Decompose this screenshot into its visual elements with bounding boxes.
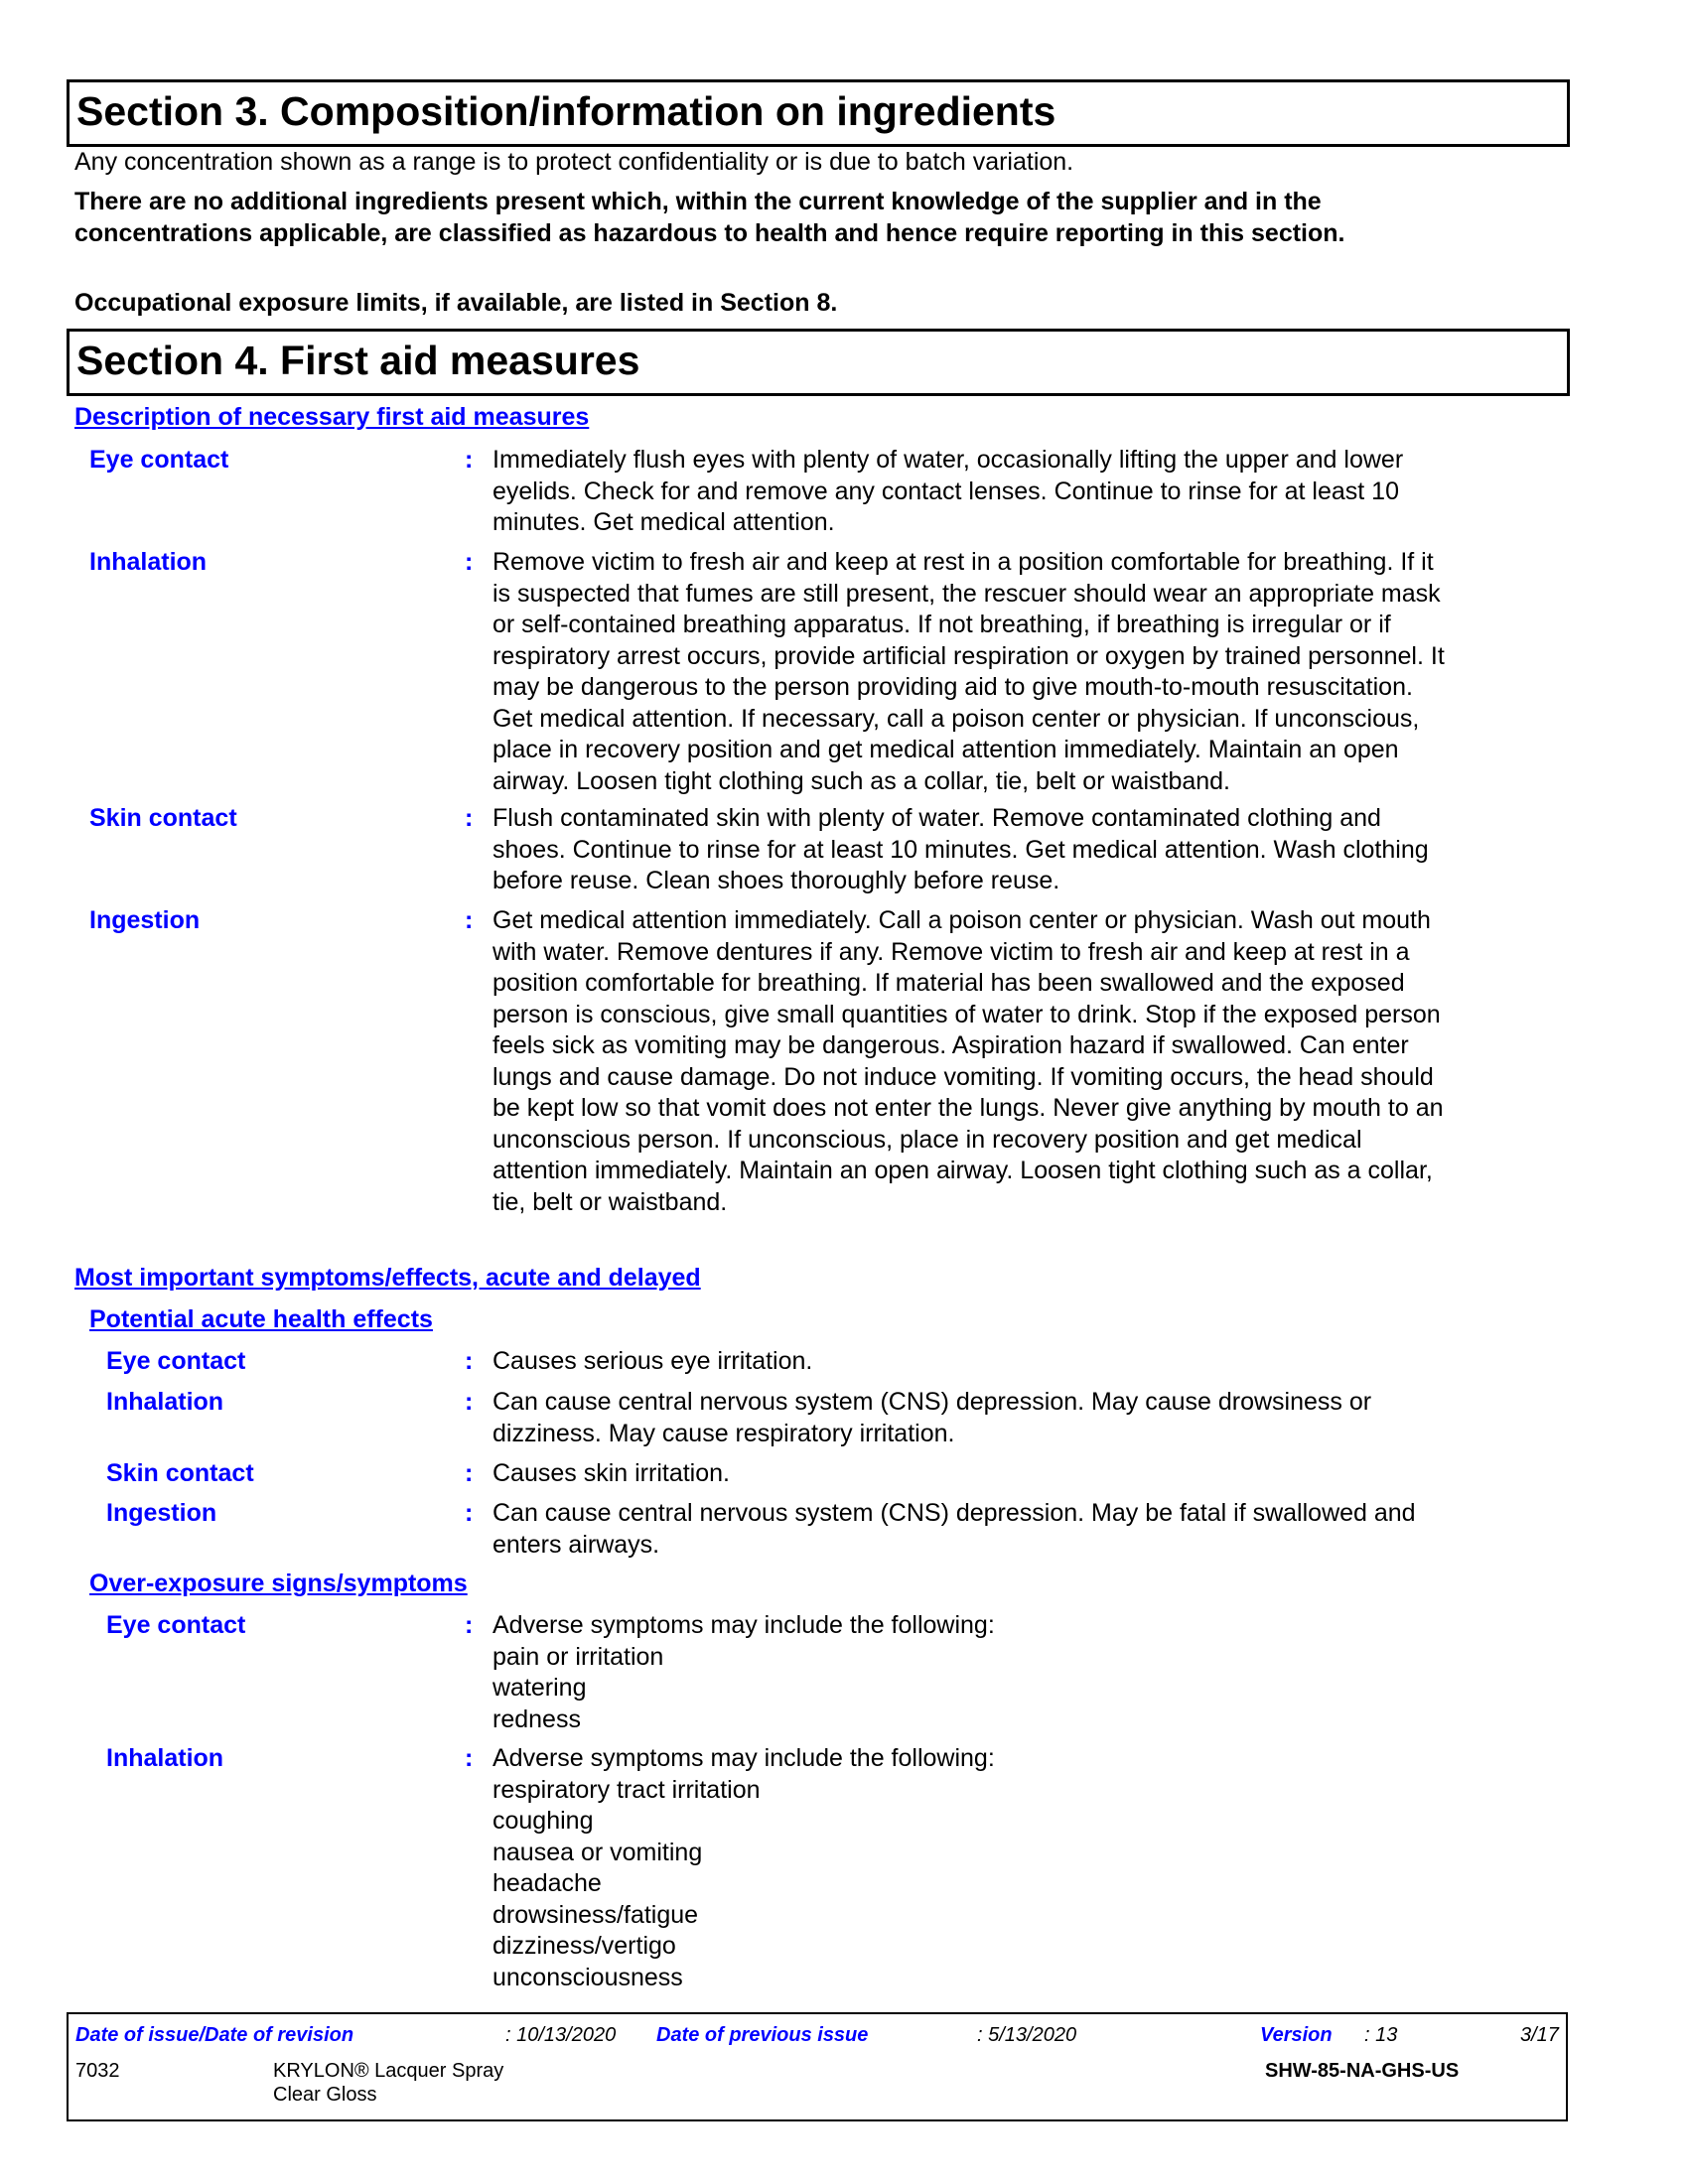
inhalation-line: or self-contained breathing apparatus. If not breathing, if breathing is irregular or if — [492, 611, 1391, 638]
section-3-header — [67, 79, 1570, 147]
eye-contact-line: Immediately flush eyes with plenty of water, occasionally lifting the upper and lower — [492, 446, 1404, 474]
concentration-note: Any concentration shown as a range is to protect confidentiality or is due to batch variation. — [74, 148, 1074, 176]
inhalation-line: place in recovery position and get medical attention immediately. Maintain an open — [492, 736, 1399, 763]
inhalation-line: unconsciousness — [492, 1963, 683, 1991]
no-additional-ingredients-line-2: concentrations applicable, are classified as hazardous to health and hence require reporting in this section. — [74, 219, 1345, 247]
eye-contact-text — [492, 1610, 995, 1735]
eye-contact-label: Eye contact — [106, 1611, 246, 1639]
skin-contact-label: Skin contact — [106, 1459, 254, 1487]
previous-issue-label: Date of previous issue — [656, 2024, 869, 2046]
ingestion-line: lungs and cause damage. Do not induce vomiting. If vomiting occurs, the head should — [492, 1062, 1434, 1091]
skin-contact-label: Skin contact — [89, 804, 237, 832]
eye-contact-text — [492, 1346, 812, 1378]
ingestion-text — [492, 1498, 1416, 1561]
inhalation-line: drowsiness/fatigue — [492, 1900, 699, 1929]
inhalation-text — [492, 1743, 995, 1993]
product-name-line-1: KRYLON® Lacquer Spray — [273, 2060, 504, 2082]
ingestion-line: enters airways. — [492, 1530, 660, 1559]
separator-colon: : — [465, 906, 474, 934]
inhalation-line: coughing — [492, 1807, 594, 1835]
eye-contact-line: watering — [492, 1674, 587, 1702]
separator-colon: : — [465, 1459, 474, 1487]
ingestion-line: with water. Remove dentures if any. Remove victim to fresh air and keep at rest in a — [492, 937, 1410, 966]
inhalation-line: headache — [492, 1869, 602, 1897]
inhalation-line: Can cause central nervous system (CNS) depression. May cause drowsiness or — [492, 1388, 1372, 1416]
skin-contact-line: Flush contaminated skin with plenty of water. Remove contaminated clothing and — [492, 804, 1381, 832]
skin-contact-text — [492, 803, 1429, 897]
page-number: 3/17 — [1520, 2024, 1559, 2046]
eye-contact-line: eyelids. Check for and remove any contact lenses. Continue to rinse for at least 10 — [492, 477, 1399, 505]
ingestion-line: person is conscious, give small quantities of water to drink. Stop if the exposed person — [492, 1000, 1441, 1028]
page-footer — [67, 2012, 1568, 2121]
eye-contact-line: Adverse symptoms may include the following: — [492, 1611, 995, 1639]
inhalation-line: nausea or vomiting — [492, 1838, 703, 1866]
inhalation-line: may be dangerous to the person providing aid to give mouth-to-mouth resuscitation. — [492, 673, 1413, 701]
separator-colon: : — [465, 804, 474, 832]
separator-colon: : — [465, 1499, 474, 1527]
ingestion-line: tie, belt or waistband. — [492, 1187, 728, 1216]
inhalation-line: Remove victim to fresh air and keep at rest in a position comfortable for breathing. If it — [492, 548, 1434, 576]
eye-contact-line: redness — [492, 1705, 581, 1733]
separator-colon: : — [465, 446, 474, 474]
inhalation-label: Inhalation — [89, 548, 208, 576]
previous-issue-value: : 5/13/2020 — [977, 2024, 1077, 2046]
skin-contact-line: before reuse. Clean shoes thoroughly before reuse. — [492, 867, 1060, 894]
section-4-header — [67, 329, 1570, 396]
issue-date-label: Date of issue/Date of revision — [75, 2024, 354, 2046]
symptoms-heading: Most important symptoms/effects, acute and delayed — [74, 1264, 701, 1292]
inhalation-line: respiratory tract irritation — [492, 1775, 761, 1804]
inhalation-line: respiratory arrest occurs, provide artificial respiration or oxygen by trained personnel. It — [492, 641, 1445, 670]
ingestion-line: feels sick as vomiting may be dangerous. Aspiration hazard if swallowed. Can enter — [492, 1031, 1409, 1059]
eye-contact-line: minutes. Get medical attention. — [492, 508, 835, 536]
inhalation-line: dizziness. May cause respiratory irritation. — [492, 1419, 955, 1447]
ingestion-label: Ingestion — [106, 1499, 217, 1527]
inhalation-label: Inhalation — [106, 1744, 224, 1772]
ingestion-text — [492, 905, 1444, 1218]
section-3-title: Section 3. Composition/information on ingredients — [76, 88, 1056, 134]
occupational-exposure-note: Occupational exposure limits, if available, are listed in Section 8. — [74, 289, 838, 317]
ingestion-line: Get medical attention immediately. Call a poison center or physician. Wash out mouth — [492, 906, 1431, 934]
section-4-title: Section 4. First aid measures — [76, 338, 640, 383]
eye-contact-text — [492, 445, 1403, 539]
version-label: Version — [1260, 2024, 1333, 2046]
ingestion-line: attention immediately. Maintain an open airway. Loosen tight clothing such as a collar, — [492, 1157, 1433, 1184]
ingestion-line: Can cause central nervous system (CNS) depression. May be fatal if swallowed and — [492, 1499, 1416, 1527]
eye-contact-label: Eye contact — [106, 1347, 246, 1375]
separator-colon: : — [465, 1347, 474, 1375]
inhalation-line: Adverse symptoms may include the following: — [492, 1744, 995, 1772]
ingestion-line: be kept low so that vomit does not enter the lungs. Never give anything by mouth to an — [492, 1094, 1444, 1122]
product-code: 7032 — [75, 2060, 120, 2082]
overexposure-heading: Over-exposure signs/symptoms — [89, 1570, 468, 1597]
product-name-line-2: Clear Gloss — [273, 2084, 377, 2106]
separator-colon: : — [465, 1611, 474, 1639]
skin-contact-text — [492, 1458, 730, 1490]
inhalation-text — [492, 1387, 1371, 1449]
inhalation-line: Get medical attention. If necessary, call a poison center or physician. If unconscious, — [492, 704, 1420, 733]
inhalation-line: is suspected that fumes are still present, the rescuer should wear an appropriate mask — [492, 579, 1441, 608]
inhalation-label: Inhalation — [106, 1388, 224, 1416]
ingestion-line: unconscious person. If unconscious, place in recovery position and get medical — [492, 1125, 1362, 1154]
eye-contact-line: Causes serious eye irritation. — [492, 1347, 813, 1375]
inhalation-line: dizziness/vertigo — [492, 1932, 676, 1960]
skin-contact-line: shoes. Continue to rinse for at least 10 minutes. Get medical attention. Wash clothing — [492, 835, 1429, 864]
description-first-aid-heading: Description of necessary first aid measures — [74, 403, 590, 431]
ingestion-line: position comfortable for breathing. If material has been swallowed and the exposed — [492, 969, 1405, 997]
eye-contact-line: pain or irritation — [492, 1642, 664, 1671]
skin-contact-line: Causes skin irritation. — [492, 1459, 730, 1487]
issue-date-value: : 10/13/2020 — [505, 2024, 617, 2046]
eye-contact-label: Eye contact — [89, 446, 229, 474]
inhalation-text — [492, 547, 1445, 797]
version-value: : 13 — [1364, 2024, 1398, 2046]
no-additional-ingredients-line-1: There are no additional ingredients present which, within the current knowledge of the supplier and in the — [74, 188, 1322, 215]
document-id: SHW-85-NA-GHS-US — [1265, 2060, 1460, 2082]
ingestion-label: Ingestion — [89, 906, 201, 934]
separator-colon: : — [465, 548, 474, 576]
separator-colon: : — [465, 1744, 474, 1772]
inhalation-line: airway. Loosen tight clothing such as a collar, tie, belt or waistband. — [492, 766, 1231, 795]
acute-effects-heading: Potential acute health effects — [89, 1305, 433, 1333]
separator-colon: : — [465, 1388, 474, 1416]
